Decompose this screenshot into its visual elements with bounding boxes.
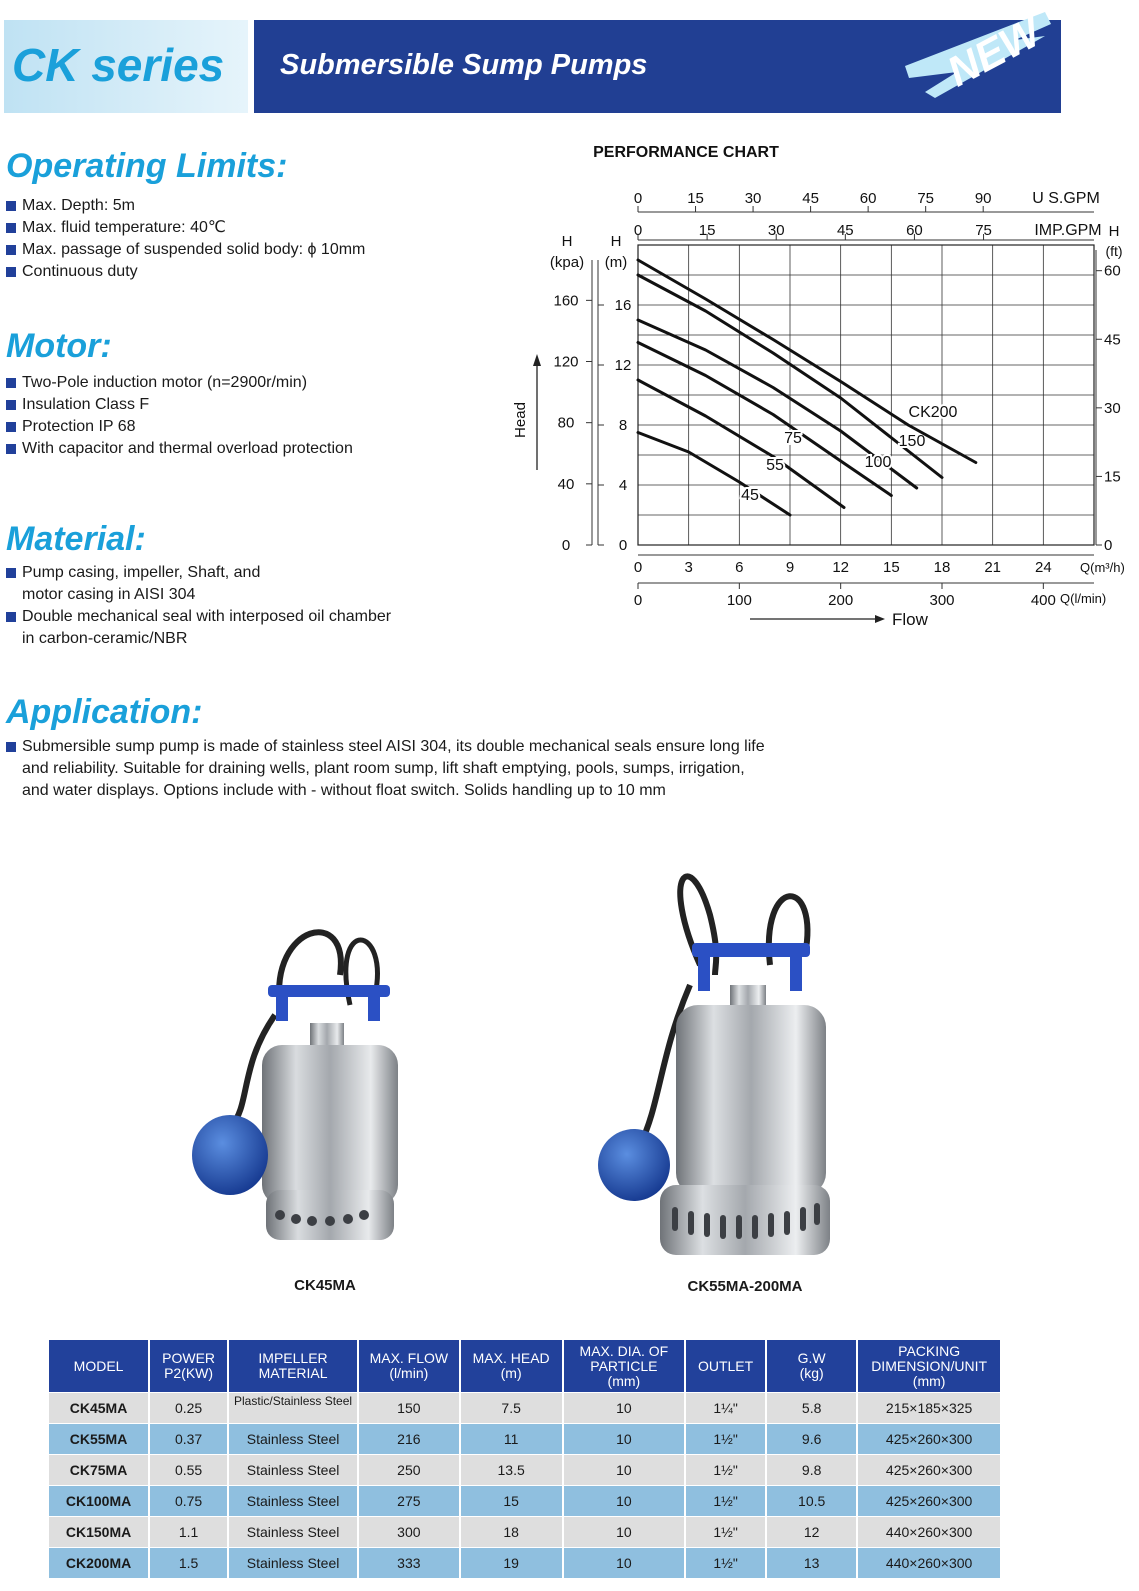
table-cell: 7.5 [460,1393,563,1424]
table-cell: 425×260×300 [857,1486,1001,1517]
list-item: Max. Depth: 5m [6,195,365,217]
new-badge [895,6,1055,106]
column-header [685,1340,766,1393]
ck55ma-200ma-pump-image [590,855,850,1265]
column-header [149,1340,228,1393]
table-cell: 1.1 [149,1517,228,1548]
usgpm-tick-label: 30 [744,190,762,207]
usgpm-tick-label: 15 [687,190,704,207]
table-cell: 15 [460,1486,563,1517]
table-cell: 333 [358,1548,460,1579]
head-arrow-head [533,354,541,366]
table-cell: 1½" [685,1486,766,1517]
table-row [49,1424,1001,1455]
table-cell: Stainless Steel [228,1486,358,1517]
series-label-55: 55 [766,457,784,474]
list-item: With capacitor and thermal overload protection [6,438,353,460]
material-list [6,562,391,650]
usgpm-tick-label: 45 [802,190,819,207]
x-tick-label: 9 [785,559,795,576]
table-body [49,1393,1001,1579]
table-cell: 9.8 [766,1455,857,1486]
list-item: Max. fluid temperature: 40℃ [6,217,365,239]
y-tick-label: 0 [618,537,628,554]
column-header [857,1340,1001,1393]
ft-tick-label: 45 [1104,331,1121,349]
table-cell: 216 [358,1424,460,1455]
meters-axis-unit: (m) [604,254,628,271]
motor-list [6,372,353,460]
ft-tick-label: 0 [1104,537,1113,554]
usgpm-unit-label: U S.GPM [1032,190,1100,207]
table-cell: 250 [358,1455,460,1486]
table-cell: Stainless Steel [228,1455,358,1486]
table-cell: 11 [460,1424,563,1455]
column-header-line: MODEL [73,1357,124,1374]
table-cell: 1½" [685,1424,766,1455]
column-header [358,1340,460,1393]
table-cell: 150 [358,1393,460,1424]
x-tick-label: 12 [832,559,850,576]
table-cell: CK200MA [49,1548,149,1579]
list-item: Double mechanical seal with interposed oil chamber [6,606,391,628]
table-cell: 1.5 [149,1548,228,1579]
spec-table [49,1340,1002,1578]
column-header-line: G.W [797,1350,826,1366]
column-header-line: DIMENSION/UNIT [871,1357,988,1374]
column-header-line: MATERIAL [258,1365,328,1381]
meters-axis-title: H [610,233,622,250]
kpa-tick-label: 0 [561,537,571,554]
series-label-100: 100 [864,454,892,471]
ft-tick-label: 15 [1104,468,1121,486]
table-row [49,1486,1001,1517]
lmin-tick-label: 300 [929,592,955,609]
table-cell: 10 [563,1393,685,1424]
column-header-line: (m) [500,1365,522,1381]
table-row [49,1455,1001,1486]
table-cell: 425×260×300 [857,1455,1001,1486]
column-header-line: PACKING [898,1342,961,1359]
ft-axis-title: H [1108,223,1120,240]
column-header [460,1340,563,1393]
column-header-line: PARTICLE [590,1357,658,1374]
application-title: Application: [6,693,203,731]
series-label-45: 45 [741,487,759,504]
usgpm-tick-label: 90 [974,190,992,207]
series-line-75 [638,343,891,496]
column-header-line: MAX. HEAD [472,1350,550,1366]
table-cell: 300 [358,1517,460,1548]
list-item: Pump casing, impeller, Shaft, and [6,562,391,584]
motor-title: Motor: [6,327,112,365]
table-cell: 9.6 [766,1424,857,1455]
column-header-line: (l/min) [389,1365,429,1381]
series-label-CK200: CK200 [908,404,958,421]
table-row [49,1548,1001,1579]
column-header [228,1340,358,1393]
table-cell: 0.25 [149,1393,228,1424]
usgpm-tick-label: 0 [633,190,643,207]
column-header-line: MAX. FLOW [369,1350,449,1366]
list-item-continuation [6,584,391,606]
kpa-tick-label: 40 [557,475,575,493]
list-item-text: in carbon-ceramic/NBR [22,630,188,647]
y-tick-label: 8 [618,417,628,434]
material-title: Material: [6,520,146,558]
series-label-150: 150 [898,433,926,450]
table-cell: 440×260×300 [857,1517,1001,1548]
table-cell: 10 [563,1517,685,1548]
x-tick-label: 18 [933,559,951,576]
list-item: Protection IP 68 [6,416,353,438]
x-tick-label: 15 [882,559,900,576]
table-cell: 0.75 [149,1486,228,1517]
table-cell: 10.5 [766,1486,857,1517]
y-tick-label: 16 [614,297,632,314]
table-cell: 215×185×325 [857,1393,1001,1424]
column-header-line: POWER [162,1350,216,1366]
list-item: Two-Pole induction motor (n=2900r/min) [6,372,353,394]
series-title: CK series [12,39,225,91]
lmin-unit-label: Q(l/min) [1060,591,1107,606]
lmin-tick-label: 200 [828,592,854,609]
list-item: Insulation Class F [6,394,353,416]
column-header-line: (mm) [912,1372,946,1389]
column-header-line: (mm) [607,1372,641,1389]
series-label-75: 75 [784,430,802,447]
impgpm-tick-label: 60 [906,222,923,239]
column-header [49,1340,149,1393]
table-cell: 19 [460,1548,563,1579]
operating-limits-title: Operating Limits: [6,147,288,185]
table-cell: CK55MA [49,1424,149,1455]
x-tick-label: 21 [984,559,1002,576]
column-header [766,1340,857,1393]
x-unit-label: Q(m³/h) [1080,560,1125,575]
head-label: Head [512,402,529,438]
table-cell: 1¼" [685,1393,766,1424]
table-cell: 1½" [685,1517,766,1548]
table-cell: 5.8 [766,1393,857,1424]
table-cell: 13 [766,1548,857,1579]
table-cell: Plastic/Stainless Steel [228,1393,358,1424]
table-cell: 0.55 [149,1455,228,1486]
table-cell: 440×260×300 [857,1548,1001,1579]
operating-limits-list [6,195,365,283]
y-tick-label: 12 [614,357,632,374]
series-banner [4,20,248,113]
table-cell: 1½" [685,1548,766,1579]
kpa-axis-unit: (kpa) [549,254,585,271]
impgpm-tick-label: 30 [767,222,785,239]
column-header-line: MAX. DIA. OF [579,1342,669,1359]
application-line: Submersible sump pump is made of stainless steel AISI 304, its double mechanical seals ensure long life [6,736,765,758]
table-cell: 425×260×300 [857,1424,1001,1455]
subtitle-banner [254,7,1061,113]
table-cell: CK100MA [49,1486,149,1517]
table-cell: CK75MA [49,1455,149,1486]
list-item: Continuous duty [6,261,365,283]
kpa-tick-label: 80 [557,414,575,432]
ck45ma-pump-image [180,905,420,1255]
chart-title: PERFORMANCE CHART [593,144,779,161]
table-cell: Stainless Steel [228,1424,358,1455]
x-tick-label: 6 [735,559,744,576]
table-cell: CK45MA [49,1393,149,1424]
impgpm-tick-label: 75 [975,222,992,239]
column-header [563,1340,685,1393]
table-cell: CK150MA [49,1517,149,1548]
kpa-axis-title: H [561,233,573,250]
kpa-tick-label: 120 [553,353,579,371]
impgpm-tick-label: 45 [836,222,854,239]
column-header-line: P2(KW) [164,1365,214,1381]
table-header-row [49,1340,1001,1393]
table-row [49,1393,1001,1424]
flow-label: Flow [892,610,928,629]
ck55ma-200ma-caption: CK55MA-200MA [687,1278,803,1295]
ck45ma-caption: CK45MA [294,1277,356,1294]
column-header-line: OUTLET [697,1357,754,1374]
table-cell: 275 [358,1486,460,1517]
table-cell: Stainless Steel [228,1517,358,1548]
x-tick-label: 0 [633,559,643,576]
application-text [6,736,765,802]
column-header-line: (kg) [799,1365,824,1381]
table-cell: 1½" [685,1455,766,1486]
new-badge-text: NEW [939,7,1049,96]
impgpm-tick-label: 15 [698,222,716,239]
list-item-text: motor casing in AISI 304 [22,586,196,603]
x-tick-label: 3 [684,559,693,576]
table-cell: 10 [563,1486,685,1517]
ft-tick-label: 60 [1104,262,1121,280]
usgpm-tick-label: 75 [917,190,935,207]
y-tick-label: 4 [618,477,628,494]
list-item-continuation [6,628,391,650]
lmin-tick-label: 400 [1030,592,1056,609]
table-cell: 12 [766,1517,857,1548]
table-cell: Stainless Steel [228,1548,358,1579]
kpa-tick-label: 160 [553,292,579,310]
column-header-line: IMPELLER [258,1350,328,1366]
ft-tick-label: 30 [1104,399,1121,417]
application-line: and reliability. Suitable for draining wells, plant room sump, lift shaft emptying, pools, sumps, irrigation, [22,760,745,777]
table-cell: 10 [563,1548,685,1579]
table-cell: 10 [563,1455,685,1486]
table-cell: 18 [460,1517,563,1548]
page-subtitle: Submersible Sump Pumps [280,49,648,81]
impgpm-tick-label: 0 [633,222,643,239]
lmin-tick-label: 0 [633,592,643,609]
application-line: and water displays. Options include with - without float switch. Solids handling up to 10 mm [22,782,666,799]
table-row [49,1517,1001,1548]
x-tick-label: 24 [1034,559,1052,576]
performance-chart [500,140,1130,640]
lmin-tick-label: 100 [726,592,752,609]
flow-arrow-head [875,615,885,623]
table-cell: 10 [563,1424,685,1455]
table-cell: 13.5 [460,1455,563,1486]
list-item: Max. passage of suspended solid body: ϕ 10mm [6,239,365,261]
ft-axis-unit: (ft) [1105,243,1123,259]
usgpm-tick-label: 60 [859,190,877,207]
table-cell: 0.37 [149,1424,228,1455]
impgpm-unit-label: IMP.GPM [1034,222,1102,239]
